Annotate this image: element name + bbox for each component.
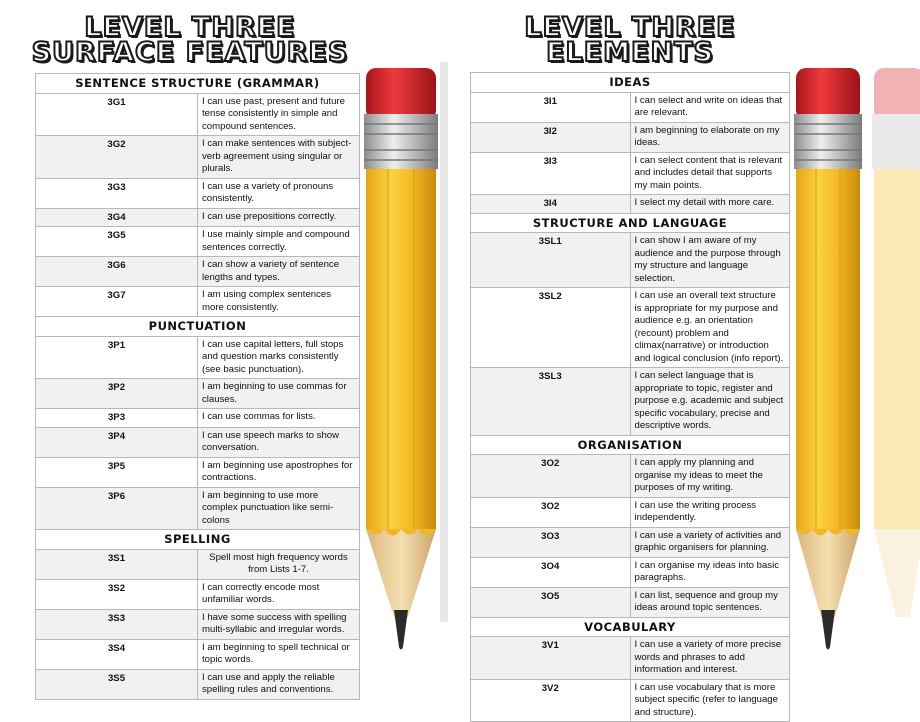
section-heading-organisation: ORGANISATION bbox=[471, 435, 790, 455]
criterion-code: 3I1 bbox=[471, 92, 631, 122]
criterion-code: 3G6 bbox=[36, 257, 198, 287]
criterion-text: Spell most high frequency words from Lists 1-7. bbox=[198, 549, 360, 579]
criterion-text: I am using complex sentences more consistently. bbox=[198, 287, 360, 317]
table-row bbox=[36, 227, 360, 257]
table-row bbox=[36, 487, 360, 530]
criterion-text: I am beginning use apostrophes for contractions. bbox=[198, 457, 360, 487]
criterion-code: 3SL1 bbox=[471, 233, 631, 288]
table-row bbox=[471, 497, 790, 527]
table-row bbox=[36, 579, 360, 609]
criterion-code: 3I4 bbox=[471, 195, 631, 214]
criterion-code: 3SL3 bbox=[471, 368, 631, 436]
criterion-code: 3G7 bbox=[36, 287, 198, 317]
left-criteria-table bbox=[35, 73, 360, 700]
criterion-code: 3I3 bbox=[471, 152, 631, 195]
table-row bbox=[36, 669, 360, 699]
section-heading-row bbox=[471, 213, 790, 233]
criterion-text: I can show I am aware of my audience and the purpose through my structure and language selection. bbox=[630, 233, 790, 288]
section-heading-punctuation: PUNCTUATION bbox=[36, 317, 360, 337]
criterion-text: I can select content that is relevant and includes detail that supports my main points. bbox=[630, 152, 790, 195]
table-row bbox=[471, 527, 790, 557]
table-row bbox=[36, 178, 360, 208]
section-heading-structure-and-language: STRUCTURE AND LANGUAGE bbox=[471, 213, 790, 233]
right-title-line2: ELEMENTS bbox=[546, 37, 714, 68]
pencil-icon bbox=[790, 62, 868, 662]
criterion-code: 3G1 bbox=[36, 93, 198, 136]
table-row bbox=[36, 379, 360, 409]
criterion-text: I am beginning to elaborate on my ideas. bbox=[630, 122, 790, 152]
criterion-code: 3P2 bbox=[36, 379, 198, 409]
criterion-text: I can show a variety of sentence lengths and types. bbox=[198, 257, 360, 287]
criterion-text: I can use past, present and future tense consistently in simple and compound sentences. bbox=[198, 93, 360, 136]
table-row bbox=[471, 455, 790, 498]
table-row bbox=[36, 427, 360, 457]
section-heading-row bbox=[471, 617, 790, 637]
table-row bbox=[36, 639, 360, 669]
criterion-text: I can use a variety of more precise words and phrases to add information and interest. bbox=[630, 637, 790, 680]
criterion-text: I can organise my ideas into basic paragraphs. bbox=[630, 557, 790, 587]
criterion-code: 3V2 bbox=[471, 679, 631, 722]
criterion-text: I can make sentences with subject-verb agreement using singular or plurals. bbox=[198, 136, 360, 179]
table-row bbox=[471, 679, 790, 722]
criterion-code: 3S1 bbox=[36, 549, 198, 579]
table-row bbox=[471, 637, 790, 680]
section-heading-ideas: IDEAS bbox=[471, 73, 790, 93]
criterion-text: I can apply my planning and organise my ideas to meet the purposes of my writing. bbox=[630, 455, 790, 498]
criterion-text: I can use speech marks to show conversation. bbox=[198, 427, 360, 457]
criterion-text: I can list, sequence and group my ideas around topic sentences. bbox=[630, 587, 790, 617]
pencil-icon bbox=[360, 62, 450, 662]
criterion-text: I can use a variety of pronouns consistently. bbox=[198, 178, 360, 208]
table-row bbox=[471, 195, 790, 214]
criterion-text: I am beginning to use commas for clauses. bbox=[198, 379, 360, 409]
criterion-code: 3V1 bbox=[471, 637, 631, 680]
table-row bbox=[471, 152, 790, 195]
criterion-code: 3S3 bbox=[36, 609, 198, 639]
criterion-code: 3P3 bbox=[36, 409, 198, 428]
criterion-text: I can use vocabulary that is more subject specific (refer to language and structure). bbox=[630, 679, 790, 722]
table-row bbox=[36, 609, 360, 639]
criterion-text: I can use and apply the reliable spelling rules and conventions. bbox=[198, 669, 360, 699]
criterion-code: 3O4 bbox=[471, 557, 631, 587]
left-title bbox=[20, 14, 360, 66]
criterion-code: 3O2 bbox=[471, 497, 631, 527]
section-heading-row bbox=[471, 435, 790, 455]
table-row bbox=[471, 233, 790, 288]
criterion-code: 3SL2 bbox=[471, 288, 631, 368]
table-row bbox=[36, 136, 360, 179]
table-row bbox=[471, 122, 790, 152]
table-row bbox=[36, 336, 360, 379]
criterion-text: I can use an overall text structure is appropriate for my purpose and audience e.g. an orientation (recount) problem and climax(narrative) or introduction and logical conclusion (info report). bbox=[630, 288, 790, 368]
criterion-text: I am beginning to spell technical or topic words. bbox=[198, 639, 360, 669]
right-title-line1: LEVEL THREE bbox=[524, 12, 736, 43]
section-heading-sentence-structure-grammar: SENTENCE STRUCTURE (GRAMMAR) bbox=[36, 74, 360, 94]
table-row bbox=[36, 257, 360, 287]
table-row bbox=[471, 368, 790, 436]
table-row bbox=[471, 587, 790, 617]
criterion-text: I can use a variety of activities and graphic organisers for planning. bbox=[630, 527, 790, 557]
table-row bbox=[471, 92, 790, 122]
criterion-code: 3P4 bbox=[36, 427, 198, 457]
right-criteria-table bbox=[470, 72, 790, 722]
right-table-panel bbox=[470, 72, 790, 722]
section-heading-row bbox=[36, 317, 360, 337]
criterion-code: 3G5 bbox=[36, 227, 198, 257]
table-row bbox=[36, 93, 360, 136]
section-heading-vocabulary: VOCABULARY bbox=[471, 617, 790, 637]
table-row bbox=[36, 549, 360, 579]
criterion-text: I am beginning to use more complex punctuation like semi-colons bbox=[198, 487, 360, 530]
criterion-text: I can use prepositions correctly. bbox=[198, 208, 360, 227]
criterion-code: 3S4 bbox=[36, 639, 198, 669]
section-heading-row bbox=[36, 74, 360, 94]
criterion-code: 3P5 bbox=[36, 457, 198, 487]
table-row bbox=[471, 288, 790, 368]
criterion-text: I select my detail with more care. bbox=[630, 195, 790, 214]
criterion-code: 3P6 bbox=[36, 487, 198, 530]
criterion-code: 3P1 bbox=[36, 336, 198, 379]
criterion-code: 3O5 bbox=[471, 587, 631, 617]
right-title bbox=[470, 14, 790, 66]
left-title-line1: LEVEL THREE bbox=[84, 12, 296, 43]
criterion-text: I can select and write on ideas that are relevant. bbox=[630, 92, 790, 122]
criterion-code: 3O2 bbox=[471, 455, 631, 498]
table-row bbox=[36, 457, 360, 487]
criterion-text: I can use capital letters, full stops and question marks consistently (see basic punctuation). bbox=[198, 336, 360, 379]
section-heading-row bbox=[471, 73, 790, 93]
table-row bbox=[36, 287, 360, 317]
criterion-text: I can correctly encode most unfamiliar words. bbox=[198, 579, 360, 609]
left-table-panel bbox=[35, 73, 360, 700]
criterion-code: 3G3 bbox=[36, 178, 198, 208]
criterion-text: I have some success with spelling multi-syllabic and irregular words. bbox=[198, 609, 360, 639]
criterion-text: I can use commas for lists. bbox=[198, 409, 360, 428]
table-row bbox=[36, 208, 360, 227]
criterion-code: 3G4 bbox=[36, 208, 198, 227]
criterion-text: I use mainly simple and compound sentences correctly. bbox=[198, 227, 360, 257]
criterion-text: I can use the writing process independently. bbox=[630, 497, 790, 527]
table-row bbox=[36, 409, 360, 428]
left-title-line2: SURFACE FEATURES bbox=[31, 37, 349, 68]
criterion-code: 3S2 bbox=[36, 579, 198, 609]
pencil-icon bbox=[868, 62, 920, 662]
criterion-code: 3O3 bbox=[471, 527, 631, 557]
criterion-code: 3G2 bbox=[36, 136, 198, 179]
criterion-code: 3S5 bbox=[36, 669, 198, 699]
section-heading-row bbox=[36, 530, 360, 550]
criterion-code: 3I2 bbox=[471, 122, 631, 152]
criterion-text: I can select language that is appropriate to topic, register and purpose e.g. academic and subject specific vocabulary, precise and descriptive words. bbox=[630, 368, 790, 436]
table-row bbox=[471, 557, 790, 587]
section-heading-spelling: SPELLING bbox=[36, 530, 360, 550]
